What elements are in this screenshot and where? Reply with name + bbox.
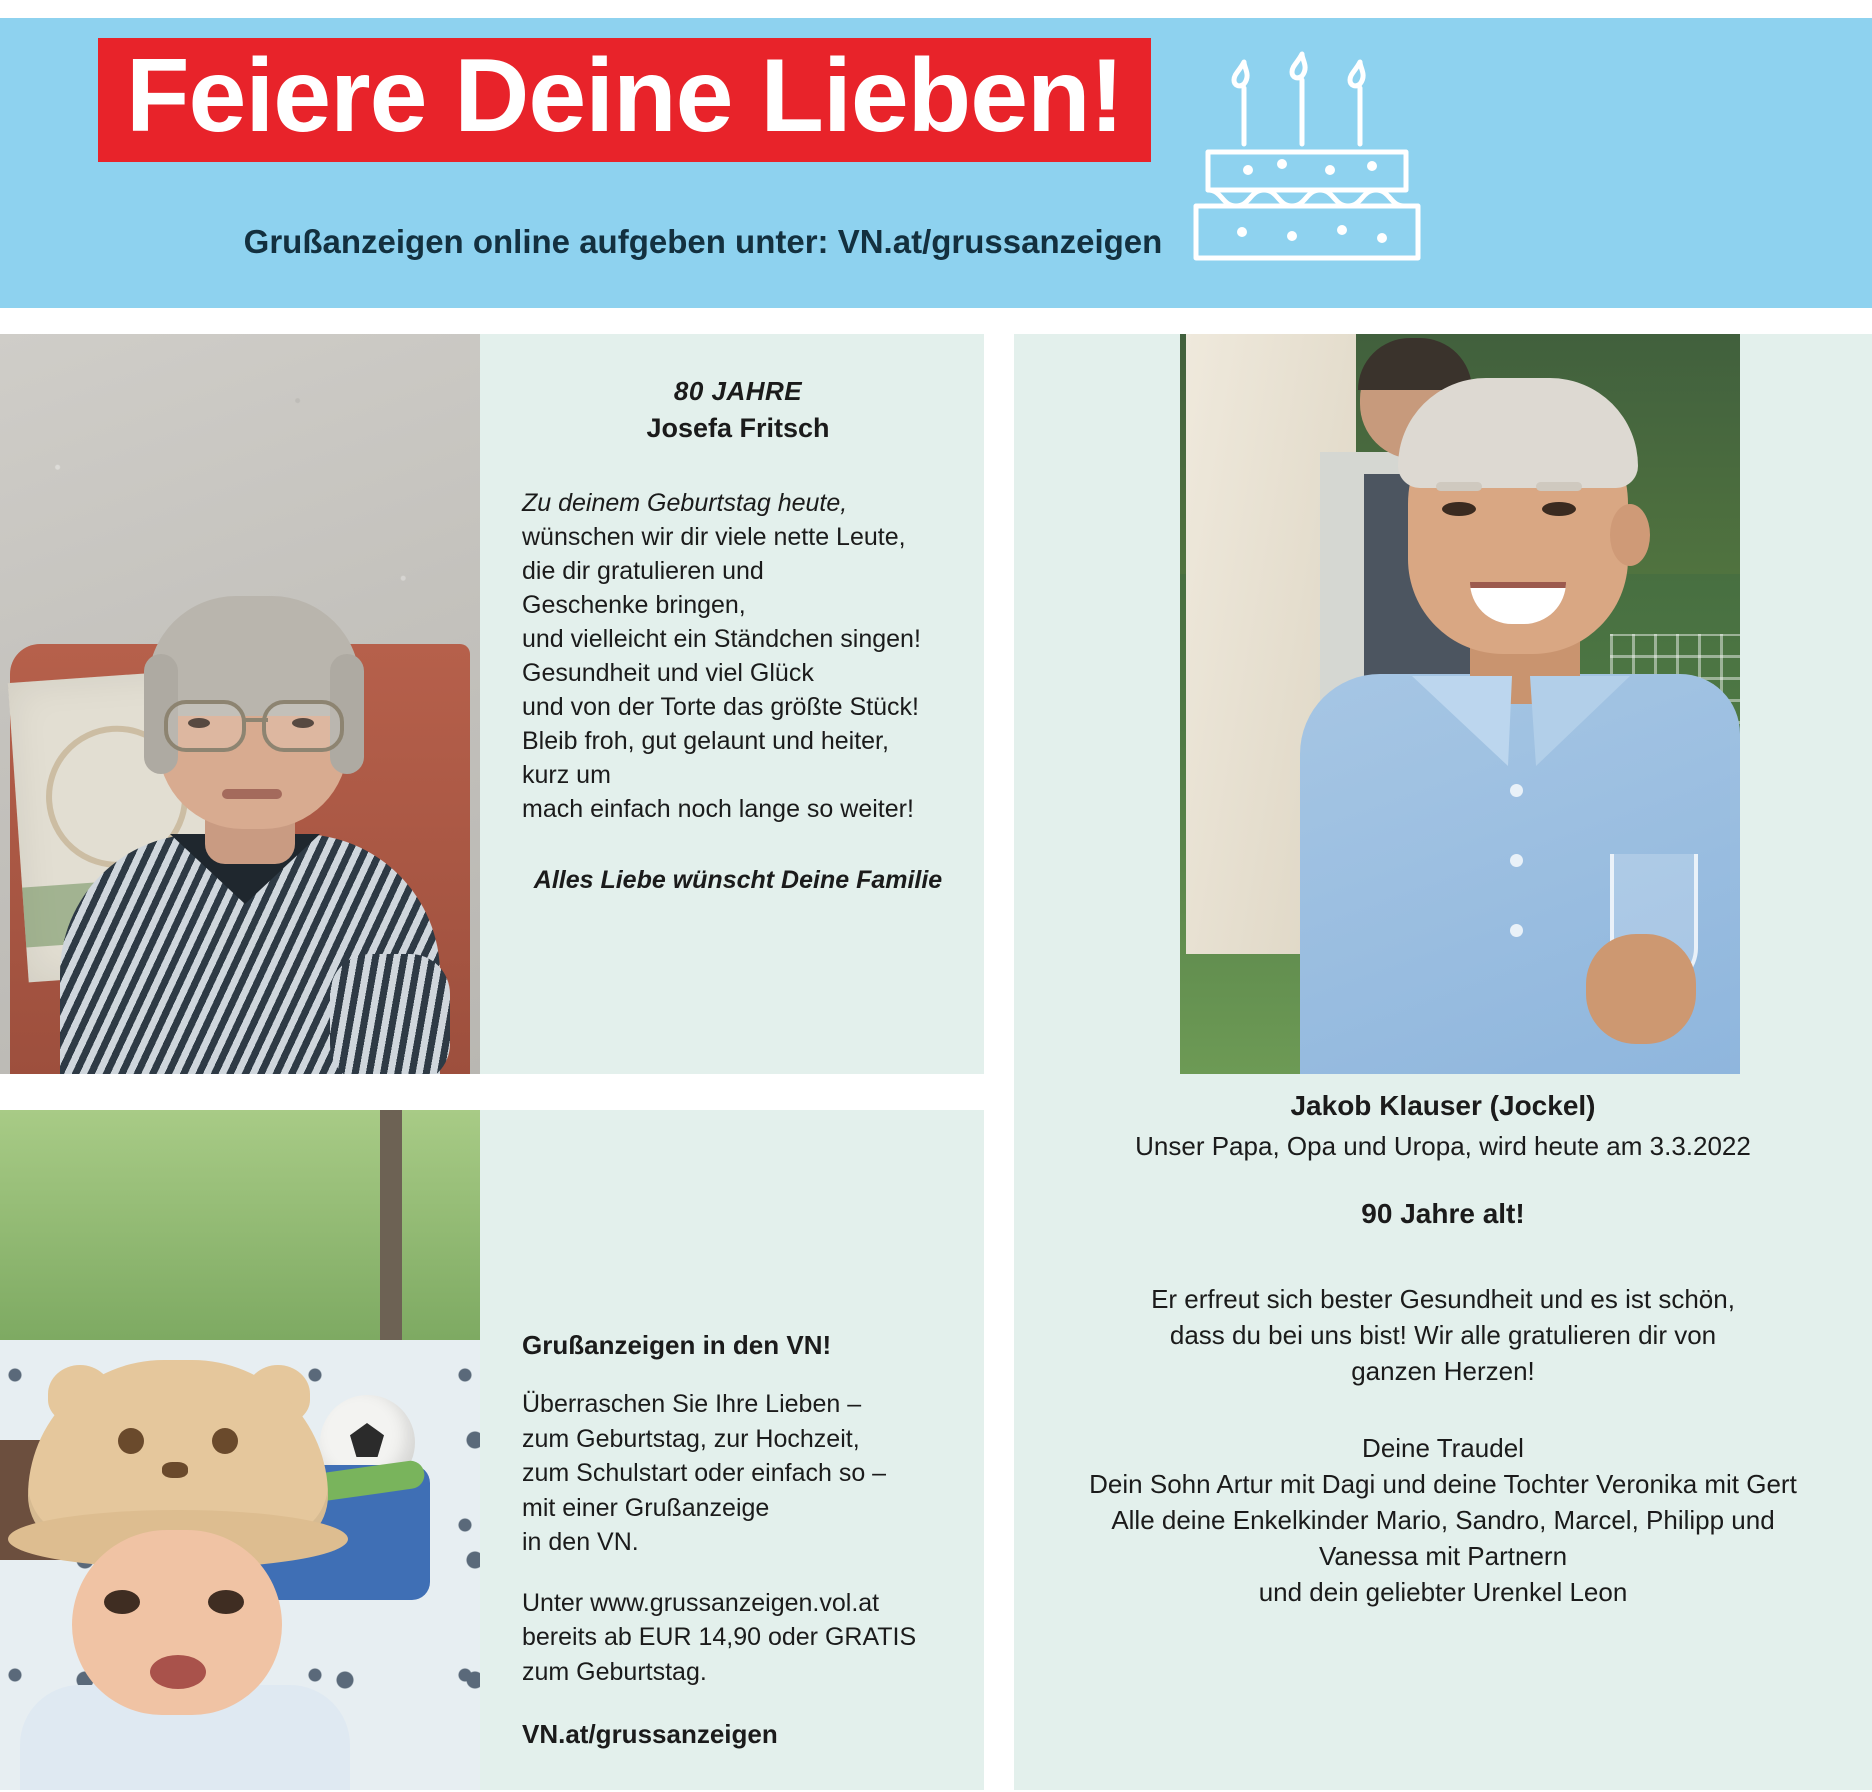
josefa-poem bbox=[522, 486, 954, 826]
photo-hat-cat-eye-right bbox=[212, 1428, 238, 1454]
ad-text-jakob bbox=[1014, 1090, 1872, 1611]
josefa-poem-line: wünschen wir dir viele nette Leute, bbox=[522, 523, 906, 551]
photo-hat-cat-eye-left bbox=[118, 1428, 144, 1454]
photo-person-hand bbox=[1586, 934, 1696, 1044]
jakob-signer-line: Vanessa mit Partnern bbox=[1318, 1541, 1568, 1572]
josefa-age-line: 80 JAHRE bbox=[673, 376, 803, 406]
promo-paragraph-line: mit einer Grußanzeige bbox=[522, 1493, 770, 1522]
photo-person-brow-left bbox=[1436, 482, 1482, 491]
josefa-poem-line: mach einfach noch lange so weiter! bbox=[522, 795, 914, 823]
photo-tree-trunk bbox=[380, 1110, 402, 1340]
photo-person-eye-left bbox=[1442, 502, 1476, 516]
page-title-box bbox=[98, 38, 1151, 162]
page-header-banner bbox=[0, 18, 1872, 308]
promo-url[interactable]: VN.at/grussanzeigen bbox=[522, 1719, 778, 1749]
photo-shirt-button bbox=[1510, 784, 1523, 797]
photo-grass bbox=[0, 1110, 480, 1360]
jakob-signers bbox=[1030, 1431, 1856, 1610]
jakob-signer-line: und dein geliebter Urenkel Leon bbox=[1258, 1576, 1628, 1607]
promo-title: Grußanzeigen in den VN! bbox=[522, 1330, 832, 1360]
josefa-signature: Alles Liebe wünscht Deine Familie bbox=[533, 866, 943, 894]
promo-price-paragraph bbox=[522, 1586, 948, 1690]
header-subtitle bbox=[98, 223, 1308, 261]
promo-paragraph bbox=[522, 1387, 948, 1560]
photo-person-hair bbox=[1398, 378, 1638, 488]
josefa-poem-line: Zu deinem Geburtstag heute, bbox=[522, 489, 848, 517]
jakob-name: Jakob Klauser (Jockel) bbox=[1290, 1090, 1596, 1121]
jakob-signer-line: Dein Sohn Artur mit Dagi und deine Tochter Veronika mit Gert bbox=[1089, 1469, 1797, 1500]
jakob-subtitle: Unser Papa, Opa und Uropa, wird heute am 3.3.2022 bbox=[1135, 1131, 1751, 1161]
josefa-poem-line: und von der Torte das größte Stück! bbox=[522, 693, 919, 721]
photo-shirt-button bbox=[1510, 924, 1523, 937]
jakob-signer-line: Alle deine Enkelkinder Mario, Sandro, Marcel, Philipp und bbox=[1111, 1505, 1775, 1536]
birthday-cake-icon bbox=[1182, 40, 1432, 290]
jakob-age-line: 90 Jahre alt! bbox=[1361, 1197, 1525, 1229]
photo-baby bbox=[0, 1110, 480, 1790]
josefa-name: Josefa Fritsch bbox=[646, 413, 830, 443]
josefa-poem-line: Gesundheit und viel Glück bbox=[522, 659, 814, 687]
josefa-poem-line: und vielleicht ein Ständchen singen! bbox=[522, 625, 921, 653]
glasses-bridge bbox=[242, 718, 268, 722]
jakob-body-line: ganzen Herzen! bbox=[1351, 1355, 1535, 1386]
promo-paragraph-line: Überraschen Sie Ihre Lieben – bbox=[522, 1390, 862, 1418]
promo-paragraph-line: zum Geburtstag, zur Hochzeit, bbox=[522, 1424, 860, 1453]
header-subtitle-prefix: Grußanzeigen online aufgeben unter: bbox=[243, 223, 838, 260]
promo-price-line: zum Geburtstag. bbox=[522, 1657, 707, 1686]
ad-text-promo bbox=[492, 1110, 984, 1790]
josefa-poem-line: Geschenke bringen, bbox=[522, 591, 746, 619]
photo-hat-cat-nose bbox=[162, 1462, 188, 1478]
page-title: Feiere Deine Lieben! bbox=[126, 38, 1124, 154]
photo-baby-eye-right bbox=[208, 1590, 244, 1614]
promo-price-line: Unter www.grussanzeigen.vol.at bbox=[522, 1588, 880, 1617]
jakob-body-line: Er erfreut sich bester Gesundheit und es ist schön, bbox=[1151, 1283, 1735, 1314]
jakob-body-line: dass du bei uns bist! Wir alle gratulieren dir von bbox=[1169, 1319, 1717, 1350]
josefa-poem-line: Bleib froh, gut gelaunt und heiter, bbox=[522, 727, 889, 755]
ads-grid bbox=[0, 320, 1872, 1792]
jakob-signer-line: Deine Traudel bbox=[1362, 1433, 1524, 1464]
photo-shirt-button bbox=[1510, 854, 1523, 867]
promo-paragraph-line: zum Schulstart oder einfach so – bbox=[522, 1459, 887, 1487]
glasses-lens-right bbox=[262, 700, 344, 752]
photo-josefa bbox=[0, 334, 480, 1074]
photo-person-arm bbox=[330, 954, 450, 1074]
header-subtitle-url[interactable]: VN.at/grussanzeigen bbox=[837, 223, 1163, 260]
photo-person-mouth bbox=[222, 789, 282, 799]
promo-paragraph-line: in den VN. bbox=[522, 1528, 639, 1556]
photo-jakob bbox=[1180, 334, 1740, 1074]
photo-baby-mouth bbox=[150, 1655, 206, 1689]
photo-person-brow-right bbox=[1536, 482, 1582, 491]
photo-person-glasses bbox=[162, 700, 346, 746]
glasses-lens-left bbox=[164, 700, 246, 752]
photo-baby-eye-left bbox=[104, 1590, 140, 1614]
photo-person-ear bbox=[1610, 504, 1650, 566]
josefa-poem-line: die dir gratulieren und bbox=[522, 557, 764, 585]
ad-text-josefa bbox=[492, 334, 984, 1074]
jakob-body bbox=[1030, 1282, 1856, 1390]
josefa-poem-line: kurz um bbox=[522, 761, 611, 789]
promo-price-line: bereits ab EUR 14,90 oder GRATIS bbox=[522, 1623, 917, 1651]
photo-background-person-hair bbox=[1358, 338, 1472, 390]
photo-person-eye-right bbox=[1542, 502, 1576, 516]
